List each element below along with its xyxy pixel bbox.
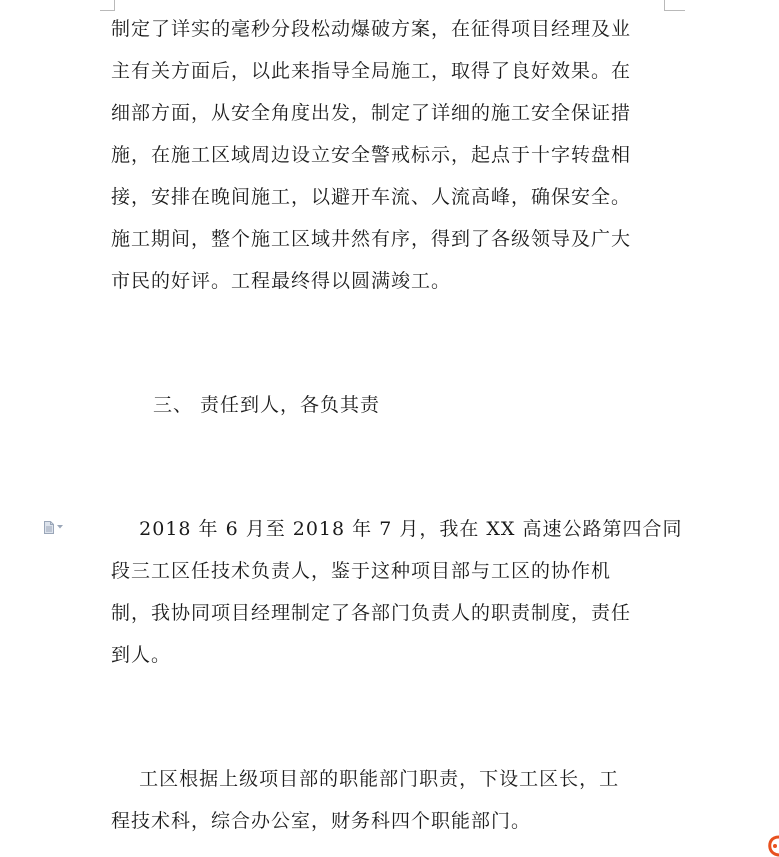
text-line: 施，在施工区域周边设立安全警戒标示，起点于十字转盘相: [111, 144, 632, 166]
paragraph-construction-plan[interactable]: [111, 8, 671, 302]
text-line: 到人。: [111, 644, 172, 666]
text-line: 段三工区任技术负责人，鉴于这种项目部与工区的协作机: [111, 560, 612, 582]
text-line: 2018 年 6 月至 2018 年 7 月，我在 XX 高速公路第四合同: [111, 518, 683, 540]
document-icon: [44, 521, 54, 534]
text-line: 制，我协同项目经理制定了各部门负责人的职责制度，责任: [111, 602, 632, 624]
app-logo-icon: [767, 835, 779, 857]
paragraph-responsibility[interactable]: [111, 508, 683, 676]
section-heading[interactable]: 三、 责任到人，各负其责: [153, 394, 381, 416]
text-line: 主有关方面后，以此来指导全局施工，取得了良好效果。在: [111, 60, 632, 82]
text-line: 工区根据上级项目部的职能部门职责，下设工区长，工: [111, 768, 620, 790]
text-line: 细部方面，从安全角度出发，制定了详细的施工安全保证措: [111, 102, 632, 124]
text-line: 程技术科，综合办公室，财务科四个职能部门。: [111, 810, 532, 832]
paragraph-marker[interactable]: [44, 520, 70, 534]
chevron-down-icon: [57, 525, 63, 529]
text-line: 市民的好评。工程最终得以圆满竣工。: [111, 270, 452, 292]
text-line: 制定了详实的毫秒分段松动爆破方案，在征得项目经理及业: [111, 18, 632, 40]
text-line: 施工期间，整个施工区域井然有序，得到了各级领导及广大: [111, 228, 632, 250]
text-line: 接，安排在晚间施工，以避开车流、人流高峰，确保安全。: [111, 186, 632, 208]
paragraph-departments[interactable]: [111, 758, 671, 842]
